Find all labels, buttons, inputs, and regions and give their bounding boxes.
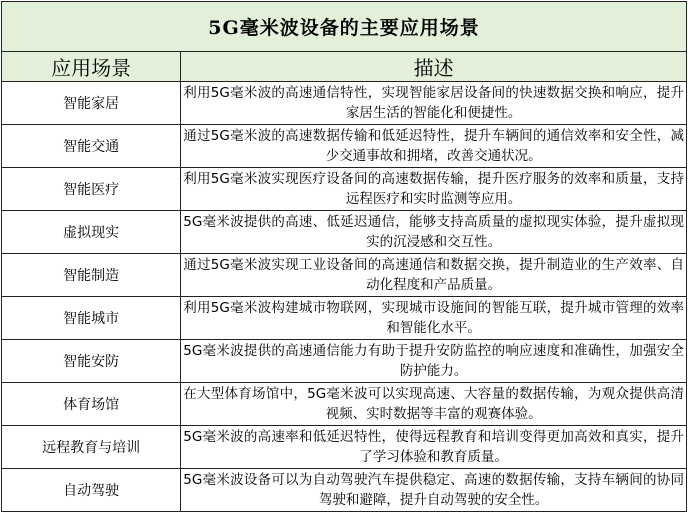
table-title-row — [2, 2, 687, 52]
description-cell: 通过5G毫米波实现工业设备间的高速通信和数据交换，提升制造业的生产效率、自动化程度和产品质量。 — [181, 254, 687, 297]
table-row — [2, 297, 687, 340]
scene-cell: 智能安防 — [2, 340, 181, 383]
description-cell: 在大型体育场馆中，5G毫米波可以实现高速、大容量的数据传输，为观众提供高清视频、实时数据等丰富的观赛体验。 — [181, 383, 687, 426]
description-cell: 利用5G毫米波实现医疗设备间的高速数据传输，提升医疗服务的效率和质量，支持远程医疗和实时监测等应用。 — [181, 168, 687, 211]
scene-cell: 自动驾驶 — [2, 469, 181, 512]
scene-cell: 智能城市 — [2, 297, 181, 340]
description-cell: 利用5G毫米波的高速通信特性，实现智能家居设备间的快速数据交换和响应，提升家居生活的智能化和便捷性。 — [181, 82, 687, 125]
scene-cell: 远程教育与培训 — [2, 426, 181, 469]
applications-table — [1, 1, 687, 512]
table-header-row — [2, 52, 687, 82]
description-cell: 5G毫米波提供的高速通信能力有助于提升安防监控的响应速度和准确性，加强安全防护能力。 — [181, 340, 687, 383]
description-cell: 利用5G毫米波构建城市物联网，实现城市设施间的智能互联，提升城市管理的效率和智能化水平。 — [181, 297, 687, 340]
scene-cell: 智能家居 — [2, 82, 181, 125]
header-description: 描述 — [181, 52, 687, 82]
table-row — [2, 168, 687, 211]
document-sheet — [1, 1, 687, 519]
table-row — [2, 82, 687, 125]
table-row — [2, 469, 687, 512]
scene-cell: 智能制造 — [2, 254, 181, 297]
table-row — [2, 383, 687, 426]
table-row — [2, 426, 687, 469]
table-row — [2, 340, 687, 383]
table-title: 5G毫米波设备的主要应用场景 — [2, 2, 687, 52]
table-row — [2, 254, 687, 297]
scene-cell: 虚拟现实 — [2, 211, 181, 254]
description-cell: 5G毫米波的高速率和低延迟特性，使得远程教育和培训变得更加高效和真实，提升了学习体验和教育质量。 — [181, 426, 687, 469]
table-row — [2, 211, 687, 254]
description-cell: 5G毫米波设备可以为自动驾驶汽车提供稳定、高速的数据传输，支持车辆间的协同驾驶和避障，提升自动驾驶的安全性。 — [181, 469, 687, 512]
scene-cell: 体育场馆 — [2, 383, 181, 426]
description-cell: 5G毫米波提供的高速、低延迟通信，能够支持高质量的虚拟现实体验，提升虚拟现实的沉浸感和交互性。 — [181, 211, 687, 254]
header-scene: 应用场景 — [2, 52, 181, 82]
scene-cell: 智能医疗 — [2, 168, 181, 211]
scene-cell: 智能交通 — [2, 125, 181, 168]
table-row — [2, 125, 687, 168]
description-cell: 通过5G毫米波的高速数据传输和低延迟特性，提升车辆间的通信效率和安全性，减少交通事故和拥堵，改善交通状况。 — [181, 125, 687, 168]
